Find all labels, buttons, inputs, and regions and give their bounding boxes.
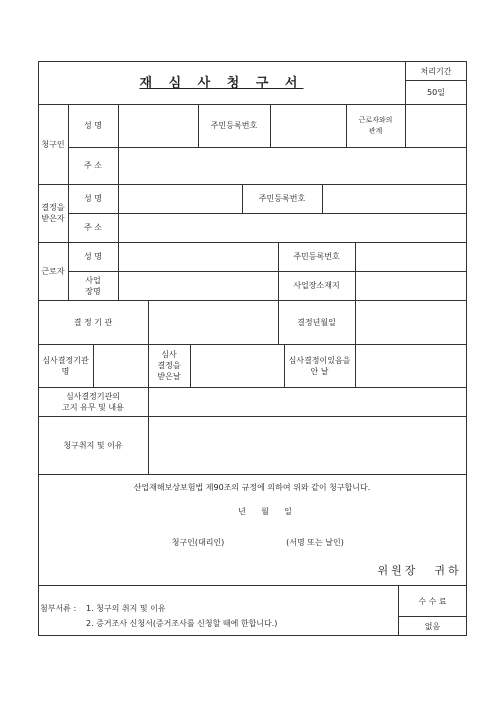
worker-rrn-field[interactable] xyxy=(355,242,466,271)
review-received-label: 심사 결정을 받은날 xyxy=(157,350,181,381)
worker-business-name-field[interactable] xyxy=(118,271,278,300)
claimant-rrn-label: 주민등록번호 xyxy=(210,121,258,130)
border-bottom xyxy=(38,635,466,636)
attachment-item-2: 2. 증거조사 신청서(증거조사를 신청할 때에 한합니다.) xyxy=(86,618,278,628)
review-notice-label: 심사결정기관의 고지 유무 및 내용 xyxy=(62,391,124,412)
worker-business-name-label: 사업 장명 xyxy=(85,275,101,296)
processing-period-value: 50일 xyxy=(427,88,445,97)
recipient-rrn-label: 주민등록번호 xyxy=(258,194,306,203)
addressee-honorific: 귀하 xyxy=(434,563,462,577)
border-right xyxy=(466,61,467,636)
decision-agency-field[interactable] xyxy=(148,300,278,344)
attachment-item-1: 1. 청구의 취지 및 이유 xyxy=(86,603,166,613)
claimant-name-field[interactable] xyxy=(118,104,198,147)
review-known-label: 심사결정이있음을 안 날 xyxy=(288,355,351,376)
decision-date-label: 결정년월일 xyxy=(297,317,336,327)
review-notice-field[interactable] xyxy=(148,387,466,416)
decision-agency-label: 결 정 기 관 xyxy=(73,317,113,327)
worker-rrn-label: 주민등록번호 xyxy=(293,252,340,261)
review-agency-field[interactable] xyxy=(93,344,148,387)
signature-instruction: (서명 또는 날인) xyxy=(286,537,344,547)
worker-name-label: 성 명 xyxy=(84,252,102,261)
claim-purpose-field[interactable] xyxy=(148,416,466,474)
recipient-section-label: 결정을 받은자 xyxy=(41,203,65,223)
worker-business-location-label: 사업장소재지 xyxy=(293,281,340,290)
recipient-name-label: 성 명 xyxy=(84,194,102,203)
processing-period-label: 처리기간 xyxy=(420,66,452,76)
line-purpose-bottom xyxy=(38,474,466,475)
recipient-address-label: 주 소 xyxy=(84,223,102,232)
review-received-field[interactable] xyxy=(190,344,284,387)
review-known-field[interactable] xyxy=(355,344,466,387)
recipient-name-field[interactable] xyxy=(118,184,242,213)
claimant-address-label: 주 소 xyxy=(84,161,102,170)
worker-name-field[interactable] xyxy=(118,242,278,271)
declaration-date-line: 년 월 일 xyxy=(238,506,292,516)
claimant-section-label: 청구인 xyxy=(41,139,65,149)
fee-value: 없음 xyxy=(424,621,441,631)
claimant-signature-label: 청구인(대리인) xyxy=(171,537,225,547)
decision-date-field[interactable] xyxy=(355,300,466,344)
claimant-relation-label: 근로자와의 관계 xyxy=(358,115,393,135)
declaration-statement: 산업재해보상보험법 제90조의 규정에 의하여 위와 같이 청구합니다. xyxy=(133,482,371,492)
form-title: 재 심 사 청 구 서 xyxy=(139,75,304,91)
claimant-rrn-field[interactable] xyxy=(270,104,346,147)
claimant-name-label: 성 명 xyxy=(84,121,102,130)
addressee: 위원장 xyxy=(377,563,419,577)
recipient-address-field[interactable] xyxy=(118,213,466,242)
claimant-relation-field[interactable] xyxy=(405,104,466,147)
attachments-label: 첨부서류 : xyxy=(40,603,77,613)
fee-label: 수 수 료 xyxy=(418,596,447,606)
review-agency-label: 심사결정기관 명 xyxy=(42,355,89,376)
claimant-address-field[interactable] xyxy=(118,147,466,184)
worker-business-location-field[interactable] xyxy=(355,271,466,300)
worker-section-label: 근로자 xyxy=(41,266,65,276)
claim-purpose-label: 청구취지 및 이유 xyxy=(63,440,123,450)
recipient-rrn-field[interactable] xyxy=(322,184,466,213)
